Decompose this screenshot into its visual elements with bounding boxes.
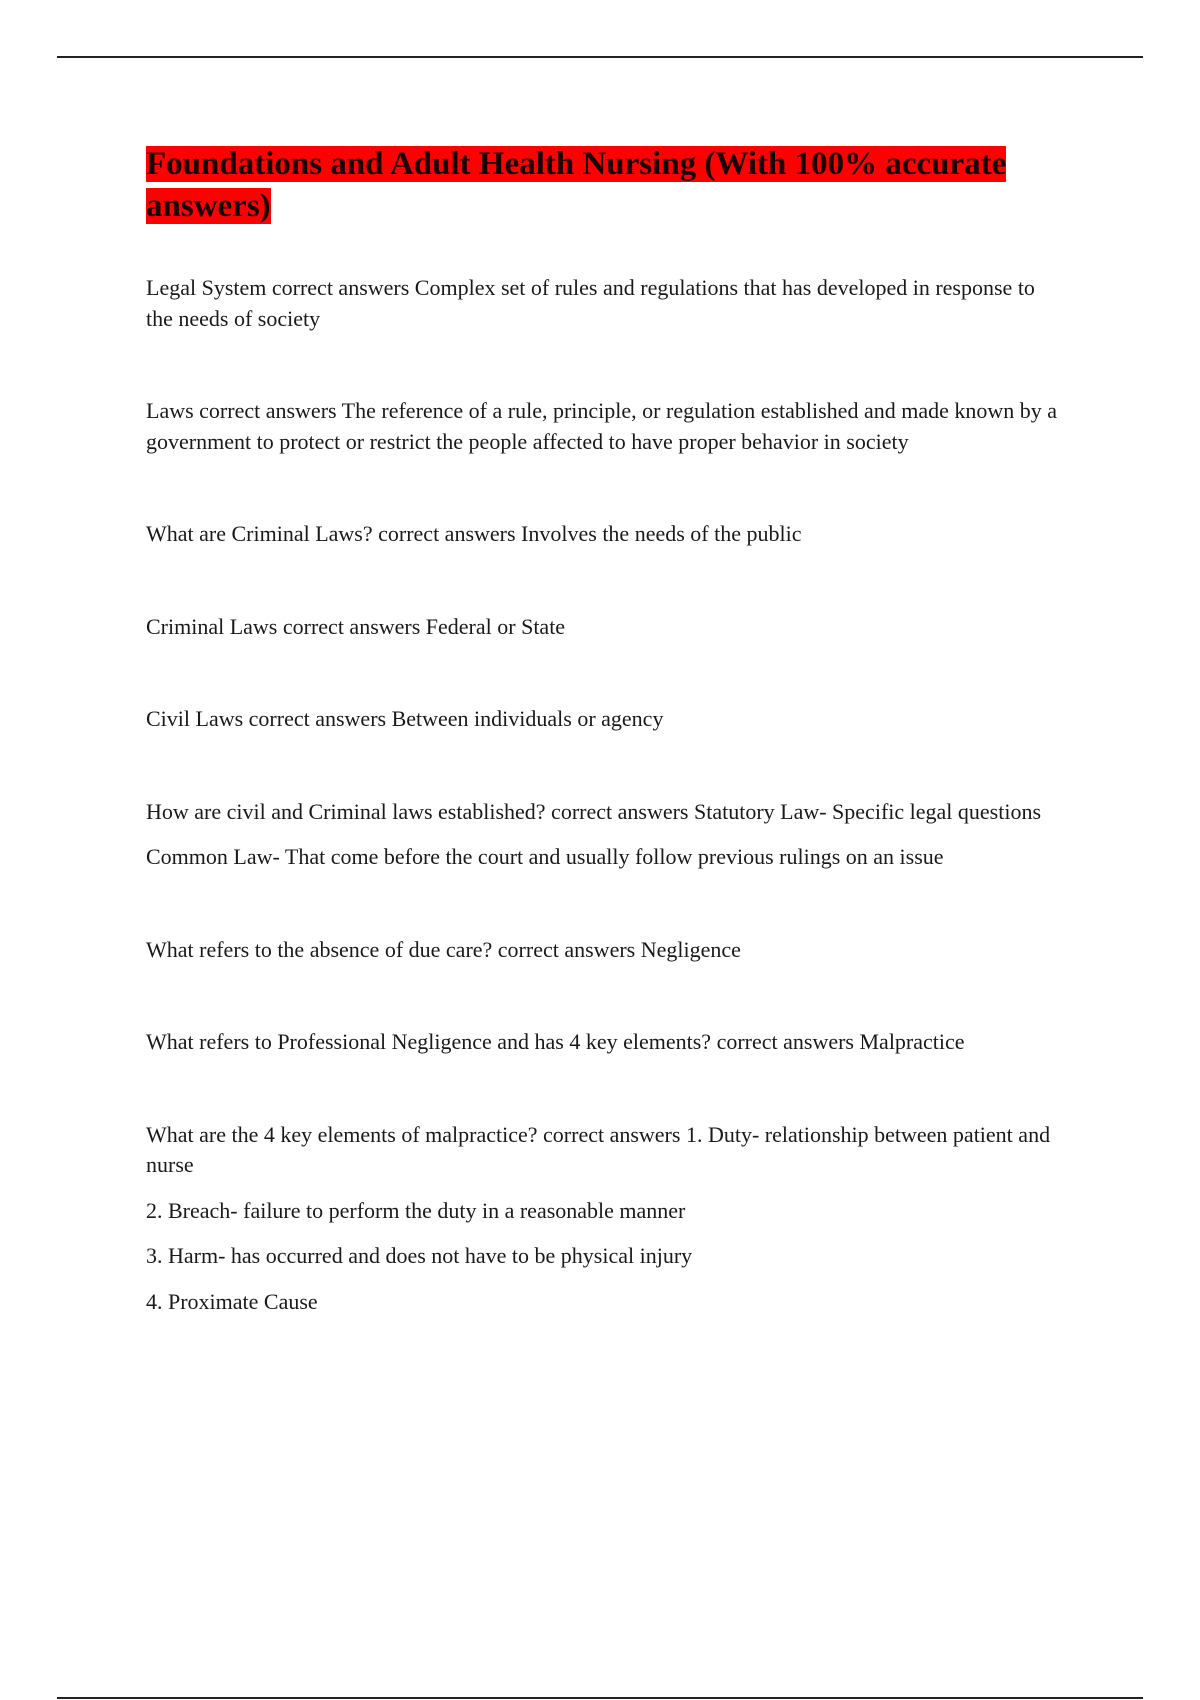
entry-text: 3. Harm- has occurred and does not have to be physical injury xyxy=(146,1243,693,1268)
document-title-text: Foundations and Adult Health Nursing (With 100% accurate answers) xyxy=(146,146,1007,224)
entry-text: 4. Proximate Cause xyxy=(146,1288,318,1314)
footer-rule xyxy=(57,1697,1143,1699)
header-rule xyxy=(57,56,1143,58)
qa-entry xyxy=(146,1120,1066,1318)
qa-entry xyxy=(146,797,1066,873)
qa-entry xyxy=(146,396,1066,457)
qa-entry xyxy=(146,1027,1066,1058)
entry-text: What refers to the absence of due care? correct answers Negligence xyxy=(146,936,741,962)
qa-entry xyxy=(146,935,1066,966)
entry-text: What are Criminal Laws? correct answers Involves the needs of the public xyxy=(146,521,802,546)
document-title xyxy=(146,143,1066,227)
entry-text: Laws correct answers The reference of a rule, principle, or regulation established and made known by a government to protect or restrict the people affected to have proper behavior in society xyxy=(146,398,1058,454)
entry-text: What refers to Professional Negligence and has 4 key elements? correct answers Malpractice xyxy=(146,1029,965,1054)
qa-entry xyxy=(146,704,1066,735)
entry-text: What are the 4 key elements of malpractice? correct answers 1. Duty- relationship between patient and nurse xyxy=(146,1121,1051,1177)
entry-text: Legal System correct answers Complex set of rules and regulations that has developed in response to the needs of society xyxy=(146,275,1035,331)
document-body xyxy=(146,143,1066,1379)
qa-entry xyxy=(146,273,1066,334)
entry-text: How are civil and Criminal laws established? correct answers Statutory Law- Specific legal questions xyxy=(146,798,1042,824)
qa-entry xyxy=(146,612,1066,643)
qa-entry xyxy=(146,519,1066,550)
entry-text: Common Law- That come before the court and usually follow previous rulings on an issue xyxy=(146,844,944,869)
entry-text: 2. Breach- failure to perform the duty in a reasonable manner xyxy=(146,1197,686,1223)
entry-text: Criminal Laws correct answers Federal or State xyxy=(146,613,566,639)
entry-text: Civil Laws correct answers Between individuals or agency xyxy=(146,706,664,731)
